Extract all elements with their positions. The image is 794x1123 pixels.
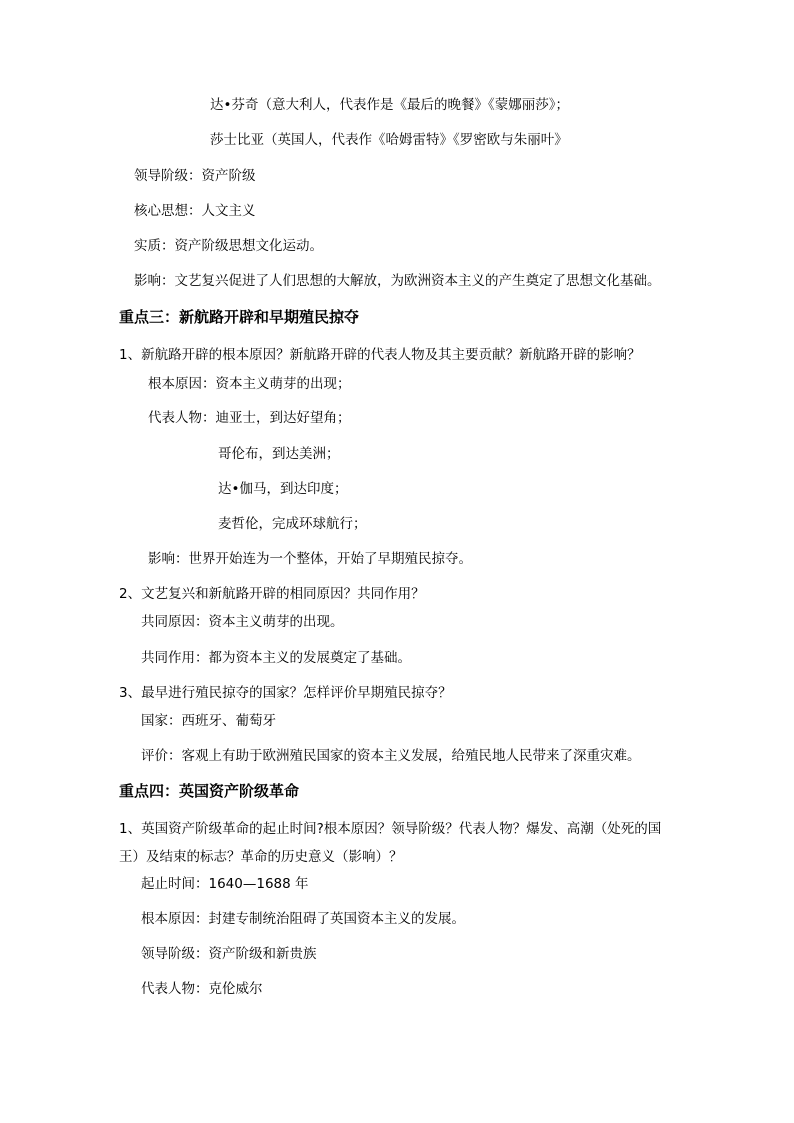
common-effect-line: 共同作用：都为资本主义的发展奠定了基础。 [141, 650, 411, 666]
point4-question-1-line2: 王）及结束的标志？革命的历史意义（影响）？ [119, 849, 403, 865]
leading-class-line: 领导阶级：资产阶级 [134, 168, 256, 184]
figures-line: 代表人物：迪亚士，到达好望角； [148, 410, 351, 426]
point3-question-1: 1、新航路开辟的根本原因？新航路开辟的代表人物及其主要贡献？新航路开辟的影响？ [119, 347, 641, 363]
root-cause-line: 根本原因：资本主义萌芽的出现； [148, 376, 351, 392]
point4-question-1-line1: 1、英国资产阶级革命的起止时间?根本原因？领导阶级？代表人物？爆发、高潮（处死的国 [119, 821, 662, 837]
common-cause-line: 共同原因：资本主义萌芽的出现。 [141, 614, 344, 630]
evaluation-line: 评价：客观上有助于欧洲殖民国家的资本主义发展，给殖民地人民带来了深重灾难。 [141, 748, 641, 764]
countries-line: 国家：西班牙、葡萄牙 [141, 713, 276, 729]
davinci-line: 达•芬奇（意大利人，代表作是《最后的晚餐》《蒙娜丽莎》； [210, 97, 569, 113]
figure-gama: 达•伽马，到达印度； [218, 481, 348, 497]
figure-columbus: 哥伦布，到达美洲； [218, 446, 340, 462]
point4-figure-line: 代表人物：克伦威尔 [141, 981, 263, 997]
shakespeare-line: 莎士比亚（英国人，代表作《哈姆雷特》《罗密欧与朱丽叶》 [210, 132, 568, 148]
point3-heading: 重点三：新航路开辟和早期殖民掠夺 [119, 308, 360, 326]
point3-impact-line: 影响：世界开始连为一个整体，开始了早期殖民掠夺。 [148, 551, 472, 567]
figure-magellan: 麦哲伦，完成环球航行； [218, 516, 367, 532]
period-line: 起止时间：1640—1688 年 [141, 876, 309, 892]
point4-root-cause-line: 根本原因：封建专制统治阻碍了英国资本主义的发展。 [141, 911, 465, 927]
point3-question-2: 2、文艺复兴和新航路开辟的相同原因？共同作用？ [119, 586, 425, 602]
impact-line: 影响：文艺复兴促进了人们思想的大解放，为欧洲资本主义的产生奠定了思想文化基础。 [134, 273, 661, 289]
point4-heading: 重点四：英国资产阶级革命 [119, 782, 300, 800]
essence-line: 实质：资产阶级思想文化运动。 [134, 238, 323, 254]
point4-leading-class-line: 领导阶级：资产阶级和新贵族 [141, 946, 317, 962]
core-idea-line: 核心思想：人文主义 [134, 203, 256, 219]
point3-question-3: 3、最早进行殖民掠夺的国家？怎样评价早期殖民掠夺？ [119, 685, 452, 701]
